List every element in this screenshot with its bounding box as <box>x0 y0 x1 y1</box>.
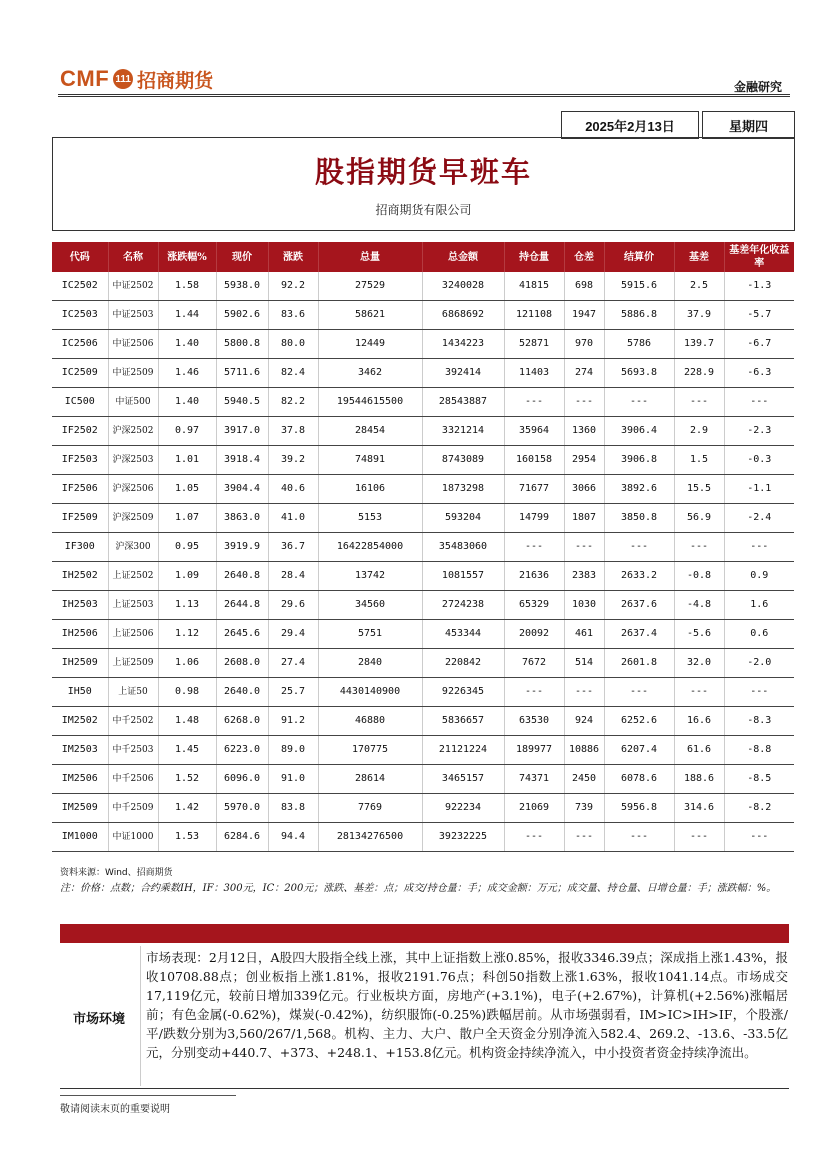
data-source: 资料来源：Wind、招商期货 <box>60 868 173 878</box>
table-row <box>52 765 794 794</box>
table-cell: 7672 <box>504 649 564 678</box>
table-cell: 3462 <box>318 359 422 388</box>
table-cell: 5153 <box>318 504 422 533</box>
table-cell: 5786 <box>604 330 674 359</box>
table-cell: IC2509 <box>52 359 108 388</box>
table-cell: -5.6 <box>674 620 724 649</box>
table-cell: 1.13 <box>158 591 216 620</box>
table-cell: 27.4 <box>268 649 318 678</box>
table-header-row <box>52 242 794 272</box>
table-cell: 1360 <box>564 417 604 446</box>
unit-notes: 注：价格：点数；合约乘数IH，IF：300元，IC：200元；涨跌、基差：点；成交/持仓量：手；成交金额：万元；成交量、持仓量、日增仓量：手；涨跌幅：%。 <box>60 883 777 894</box>
column-header: 涨跌幅% <box>158 242 216 272</box>
table-cell: 1081557 <box>422 562 504 591</box>
table-cell: --- <box>564 388 604 417</box>
table-cell: 82.4 <box>268 359 318 388</box>
table-cell: 392414 <box>422 359 504 388</box>
table-cell: -8.5 <box>724 765 794 794</box>
table-cell: --- <box>724 388 794 417</box>
table-cell: 35964 <box>504 417 564 446</box>
table-cell: -6.7 <box>724 330 794 359</box>
table-cell: 29.4 <box>268 620 318 649</box>
table-cell: 28.4 <box>268 562 318 591</box>
table-cell: 4430140900 <box>318 678 422 707</box>
logo-cn: 招商期货 <box>137 69 214 92</box>
table-cell: --- <box>604 388 674 417</box>
table-cell: 1807 <box>564 504 604 533</box>
table-cell: -0.3 <box>724 446 794 475</box>
table-cell: IH2509 <box>52 649 108 678</box>
column-header: 基差年化收益率 <box>724 242 794 272</box>
table-cell: 1.44 <box>158 301 216 330</box>
table-cell: 2644.8 <box>216 591 268 620</box>
table-cell: -1.3 <box>724 272 794 301</box>
table-cell: 6868692 <box>422 301 504 330</box>
table-cell: 52871 <box>504 330 564 359</box>
table-cell: 20092 <box>504 620 564 649</box>
table-cell: 65329 <box>504 591 564 620</box>
table-cell: 1873298 <box>422 475 504 504</box>
table-cell: 39.2 <box>268 446 318 475</box>
table-cell: 6223.0 <box>216 736 268 765</box>
table-cell: 沪深300 <box>108 533 158 562</box>
table-cell: 沪深2506 <box>108 475 158 504</box>
table-cell: 1.5 <box>674 446 724 475</box>
table-cell: 3850.8 <box>604 504 674 533</box>
table-cell: IC2502 <box>52 272 108 301</box>
table-cell: 82.2 <box>268 388 318 417</box>
table-cell: --- <box>604 533 674 562</box>
table-cell: 1.46 <box>158 359 216 388</box>
market-commentary: 市场表现：2月12日，A股四大股指全线上涨，其中上证指数上涨0.85%，报收3346.39点；深成指上涨1.43%，报收10708.88点；创业板指上涨1.81%，报收2191.76点；科创50指数上涨1.63%，报收1041.14点。市场成交17,119亿元，较前日增加339亿元。行业板块方面，房地产(+3.1%)，电子(+2.67%)，计算机(+2.56%)涨幅居前；有色金属(-0.62%)，煤炭(-0.42%)，纺织服饰(-0.25%)跌幅居前。从市场强弱看，IM>IC>IH>IF，个股涨/平/跌数分别为3,560/267/1,568。机构、主力、大户、散户全天资金分别净流入582.4、269.2、-13.6、-33.5亿元，分别变动+440.7、+373、+248.1、+153.8亿元。机构资金持续净流入，中小投资者资金持续净流出。 <box>146 950 788 1060</box>
table-cell: --- <box>564 678 604 707</box>
column-divider <box>140 946 141 1086</box>
table-cell: 139.7 <box>674 330 724 359</box>
table-cell: 3917.0 <box>216 417 268 446</box>
table-cell: 514 <box>564 649 604 678</box>
table-cell: 71677 <box>504 475 564 504</box>
table-cell: 沪深2503 <box>108 446 158 475</box>
table-cell: 21069 <box>504 794 564 823</box>
table-cell: 中千2509 <box>108 794 158 823</box>
futures-table <box>52 242 794 852</box>
table-cell: 61.6 <box>674 736 724 765</box>
table-cell: 16.6 <box>674 707 724 736</box>
table-cell: 35483060 <box>422 533 504 562</box>
table-cell: IH50 <box>52 678 108 707</box>
table-cell: -4.8 <box>674 591 724 620</box>
bottom-divider <box>60 1088 789 1089</box>
section-bar <box>60 924 789 943</box>
table-cell: 46880 <box>318 707 422 736</box>
table-cell: 3918.4 <box>216 446 268 475</box>
table-cell: 沪深2509 <box>108 504 158 533</box>
table-row <box>52 794 794 823</box>
table-cell: IF300 <box>52 533 108 562</box>
table-cell: 37.9 <box>674 301 724 330</box>
table-cell: 3906.8 <box>604 446 674 475</box>
table-cell: 1.09 <box>158 562 216 591</box>
table-cell: 21121224 <box>422 736 504 765</box>
table-cell: 1434223 <box>422 330 504 359</box>
table-cell: 1.12 <box>158 620 216 649</box>
table-cell: 1.58 <box>158 272 216 301</box>
table-cell: IM1000 <box>52 823 108 852</box>
company-name: 招商期货有限公司 <box>375 203 472 217</box>
table-cell: 6252.6 <box>604 707 674 736</box>
table-cell: 41815 <box>504 272 564 301</box>
table-cell: -8.2 <box>724 794 794 823</box>
table-cell: 6078.6 <box>604 765 674 794</box>
table-cell: IF2502 <box>52 417 108 446</box>
table-cell: 2840 <box>318 649 422 678</box>
table-cell: 7769 <box>318 794 422 823</box>
report-weekday: 星期四 <box>702 111 795 139</box>
table-cell: 80.0 <box>268 330 318 359</box>
table-row <box>52 562 794 591</box>
table-cell: 189977 <box>504 736 564 765</box>
table-cell: 593204 <box>422 504 504 533</box>
table-cell: -1.1 <box>724 475 794 504</box>
table-cell: 1.07 <box>158 504 216 533</box>
table-cell: 2645.6 <box>216 620 268 649</box>
table-cell: IF2506 <box>52 475 108 504</box>
column-header: 涨跌 <box>268 242 318 272</box>
table-cell: 970 <box>564 330 604 359</box>
table-cell: 上证2506 <box>108 620 158 649</box>
table-cell: 3892.6 <box>604 475 674 504</box>
table-cell: 6268.0 <box>216 707 268 736</box>
table-row <box>52 504 794 533</box>
table-cell: --- <box>564 823 604 852</box>
table-cell: 1.48 <box>158 707 216 736</box>
table-cell: 220842 <box>422 649 504 678</box>
table-cell: 89.0 <box>268 736 318 765</box>
table-cell: 中证2502 <box>108 272 158 301</box>
table-cell: 5902.6 <box>216 301 268 330</box>
table-cell: 6096.0 <box>216 765 268 794</box>
table-cell: 16106 <box>318 475 422 504</box>
table-cell: 41.0 <box>268 504 318 533</box>
table-cell: 8743089 <box>422 446 504 475</box>
table-cell: 5956.8 <box>604 794 674 823</box>
table-cell: 2.9 <box>674 417 724 446</box>
table-cell: 2954 <box>564 446 604 475</box>
table-cell: 924 <box>564 707 604 736</box>
table-cell: 83.8 <box>268 794 318 823</box>
table-cell: 274 <box>564 359 604 388</box>
table-cell: IH2502 <box>52 562 108 591</box>
table-cell: 1030 <box>564 591 604 620</box>
table-cell: 74891 <box>318 446 422 475</box>
table-cell: 2637.6 <box>604 591 674 620</box>
table-cell: 2640.0 <box>216 678 268 707</box>
table-cell: 中千2506 <box>108 765 158 794</box>
column-header: 仓差 <box>564 242 604 272</box>
column-header: 代码 <box>52 242 108 272</box>
table-cell: 中千2503 <box>108 736 158 765</box>
table-cell: 63530 <box>504 707 564 736</box>
table-cell: 5751 <box>318 620 422 649</box>
table-cell: 92.2 <box>268 272 318 301</box>
table-cell: 2608.0 <box>216 649 268 678</box>
table-cell: 58621 <box>318 301 422 330</box>
table-cell: IF2503 <box>52 446 108 475</box>
table-cell: 上证2509 <box>108 649 158 678</box>
table-cell: 170775 <box>318 736 422 765</box>
table-cell: 21636 <box>504 562 564 591</box>
table-cell: 10886 <box>564 736 604 765</box>
table-cell: 2724238 <box>422 591 504 620</box>
table-row <box>52 591 794 620</box>
table-cell: -2.3 <box>724 417 794 446</box>
title-box <box>52 137 795 231</box>
table-cell: 160158 <box>504 446 564 475</box>
column-header: 结算价 <box>604 242 674 272</box>
table-cell: 121108 <box>504 301 564 330</box>
table-cell: 1.05 <box>158 475 216 504</box>
table-cell: 461 <box>564 620 604 649</box>
table-cell: IH2503 <box>52 591 108 620</box>
table-cell: 1.42 <box>158 794 216 823</box>
table-cell: --- <box>504 678 564 707</box>
table-cell: IM2506 <box>52 765 108 794</box>
table-cell: --- <box>604 823 674 852</box>
table-cell: --- <box>674 388 724 417</box>
header-divider <box>58 94 790 95</box>
table-cell: 34560 <box>318 591 422 620</box>
table-cell: IM2502 <box>52 707 108 736</box>
table-cell: 3066 <box>564 475 604 504</box>
table-cell: 5886.8 <box>604 301 674 330</box>
table-row <box>52 330 794 359</box>
table-cell: IC2503 <box>52 301 108 330</box>
table-cell: --- <box>504 823 564 852</box>
table-cell: 94.4 <box>268 823 318 852</box>
table-cell: 37.8 <box>268 417 318 446</box>
table-row <box>52 359 794 388</box>
table-cell: 3919.9 <box>216 533 268 562</box>
table-cell: 25.7 <box>268 678 318 707</box>
table-row <box>52 649 794 678</box>
table-row <box>52 678 794 707</box>
table-cell: 698 <box>564 272 604 301</box>
table-notes <box>60 866 795 896</box>
table-cell: 314.6 <box>674 794 724 823</box>
table-cell: 922234 <box>422 794 504 823</box>
table-cell: --- <box>564 533 604 562</box>
table-cell: 2.5 <box>674 272 724 301</box>
table-row <box>52 388 794 417</box>
table-cell: 91.2 <box>268 707 318 736</box>
table-cell: 5970.0 <box>216 794 268 823</box>
table-cell: 5938.0 <box>216 272 268 301</box>
report-date: 2025年2月13日 <box>561 111 699 139</box>
table-cell: -0.8 <box>674 562 724 591</box>
header-divider-2 <box>58 96 790 97</box>
table-row <box>52 707 794 736</box>
table-cell: 19544615500 <box>318 388 422 417</box>
table-row <box>52 620 794 649</box>
table-cell: 1.40 <box>158 388 216 417</box>
table-cell: 5915.6 <box>604 272 674 301</box>
table-cell: 74371 <box>504 765 564 794</box>
logo-en: CMF <box>60 66 110 91</box>
table-cell: 29.6 <box>268 591 318 620</box>
market-label: 市场环境 <box>72 1012 125 1027</box>
table-cell: 0.98 <box>158 678 216 707</box>
table-cell: 28134276500 <box>318 823 422 852</box>
table-cell: 9226345 <box>422 678 504 707</box>
table-cell: -2.4 <box>724 504 794 533</box>
table-cell: 2383 <box>564 562 604 591</box>
table-cell: 28614 <box>318 765 422 794</box>
table-row <box>52 301 794 330</box>
table-cell: IC500 <box>52 388 108 417</box>
table-cell: 14799 <box>504 504 564 533</box>
table-cell: 中证2509 <box>108 359 158 388</box>
table-cell: 2450 <box>564 765 604 794</box>
table-cell: 6207.4 <box>604 736 674 765</box>
table-cell: 2637.4 <box>604 620 674 649</box>
table-cell: 2640.8 <box>216 562 268 591</box>
footer-note: 敬请阅读末页的重要说明 <box>60 1104 170 1115</box>
table-cell: 56.9 <box>674 504 724 533</box>
table-cell: IF2509 <box>52 504 108 533</box>
table-cell: 3863.0 <box>216 504 268 533</box>
logo-mark-icon: 111 <box>113 69 133 89</box>
table-cell: 1947 <box>564 301 604 330</box>
table-cell: 中证2506 <box>108 330 158 359</box>
table-cell: 12449 <box>318 330 422 359</box>
table-cell: 39232225 <box>422 823 504 852</box>
table-cell: IM2509 <box>52 794 108 823</box>
table-cell: 1.06 <box>158 649 216 678</box>
column-header: 名称 <box>108 242 158 272</box>
table-cell: 28454 <box>318 417 422 446</box>
table-cell: 1.52 <box>158 765 216 794</box>
table-cell: 中证500 <box>108 388 158 417</box>
table-cell: 36.7 <box>268 533 318 562</box>
table-cell: 上证50 <box>108 678 158 707</box>
table-cell: --- <box>674 823 724 852</box>
table-cell: --- <box>504 388 564 417</box>
table-cell: 2633.2 <box>604 562 674 591</box>
table-cell: --- <box>724 533 794 562</box>
table-cell: 228.9 <box>674 359 724 388</box>
column-header: 基差 <box>674 242 724 272</box>
table-cell: 1.6 <box>724 591 794 620</box>
table-cell: 中千2502 <box>108 707 158 736</box>
table-cell: 11403 <box>504 359 564 388</box>
column-header: 持仓量 <box>504 242 564 272</box>
table-cell: 1.01 <box>158 446 216 475</box>
table-cell: 2601.8 <box>604 649 674 678</box>
table-cell: 5800.8 <box>216 330 268 359</box>
table-cell: 32.0 <box>674 649 724 678</box>
table-cell: 上证2503 <box>108 591 158 620</box>
column-header: 总金额 <box>422 242 504 272</box>
table-cell: 3321214 <box>422 417 504 446</box>
table-cell: 3240028 <box>422 272 504 301</box>
table-cell: 15.5 <box>674 475 724 504</box>
table-cell: --- <box>604 678 674 707</box>
page-title: 股指期货早班车 <box>314 155 532 189</box>
column-header: 现价 <box>216 242 268 272</box>
table-cell: 91.0 <box>268 765 318 794</box>
table-cell: 中证1000 <box>108 823 158 852</box>
table-cell: --- <box>674 678 724 707</box>
table-cell: 13742 <box>318 562 422 591</box>
table-cell: --- <box>724 823 794 852</box>
table-cell: IC2506 <box>52 330 108 359</box>
table-cell: 27529 <box>318 272 422 301</box>
footer-divider <box>60 1095 236 1096</box>
table-cell: -2.0 <box>724 649 794 678</box>
table-cell: 1.53 <box>158 823 216 852</box>
table-cell: IH2506 <box>52 620 108 649</box>
table-cell: 1.40 <box>158 330 216 359</box>
table-cell: -6.3 <box>724 359 794 388</box>
table-cell: --- <box>724 678 794 707</box>
table-cell: 3465157 <box>422 765 504 794</box>
table-cell: 188.6 <box>674 765 724 794</box>
table-cell: --- <box>504 533 564 562</box>
section-label: 金融研究 <box>733 80 782 94</box>
table-row <box>52 736 794 765</box>
table-cell: 739 <box>564 794 604 823</box>
table-cell: 0.6 <box>724 620 794 649</box>
table-row <box>52 272 794 301</box>
table-cell: 5836657 <box>422 707 504 736</box>
table-cell: 6284.6 <box>216 823 268 852</box>
table-row <box>52 475 794 504</box>
table-cell: 40.6 <box>268 475 318 504</box>
table-cell: -5.7 <box>724 301 794 330</box>
column-header: 总量 <box>318 242 422 272</box>
table-row <box>52 417 794 446</box>
table-cell: 28543887 <box>422 388 504 417</box>
table-row <box>52 533 794 562</box>
table-cell: 5940.5 <box>216 388 268 417</box>
table-cell: 453344 <box>422 620 504 649</box>
table-cell: 沪深2502 <box>108 417 158 446</box>
table-cell: 3904.4 <box>216 475 268 504</box>
table-cell: 0.9 <box>724 562 794 591</box>
table-cell: 5711.6 <box>216 359 268 388</box>
table-cell: 中证2503 <box>108 301 158 330</box>
company-logo <box>60 64 213 94</box>
table-cell: 83.6 <box>268 301 318 330</box>
table-cell: 5693.8 <box>604 359 674 388</box>
table-cell: -8.3 <box>724 707 794 736</box>
table-cell: 0.97 <box>158 417 216 446</box>
table-cell: --- <box>674 533 724 562</box>
table-cell: 1.45 <box>158 736 216 765</box>
table-cell: 3906.4 <box>604 417 674 446</box>
table-cell: 上证2502 <box>108 562 158 591</box>
table-cell: IM2503 <box>52 736 108 765</box>
table-row <box>52 823 794 852</box>
table-cell: -8.8 <box>724 736 794 765</box>
table-cell: 16422854000 <box>318 533 422 562</box>
table-cell: 0.95 <box>158 533 216 562</box>
table-row <box>52 446 794 475</box>
